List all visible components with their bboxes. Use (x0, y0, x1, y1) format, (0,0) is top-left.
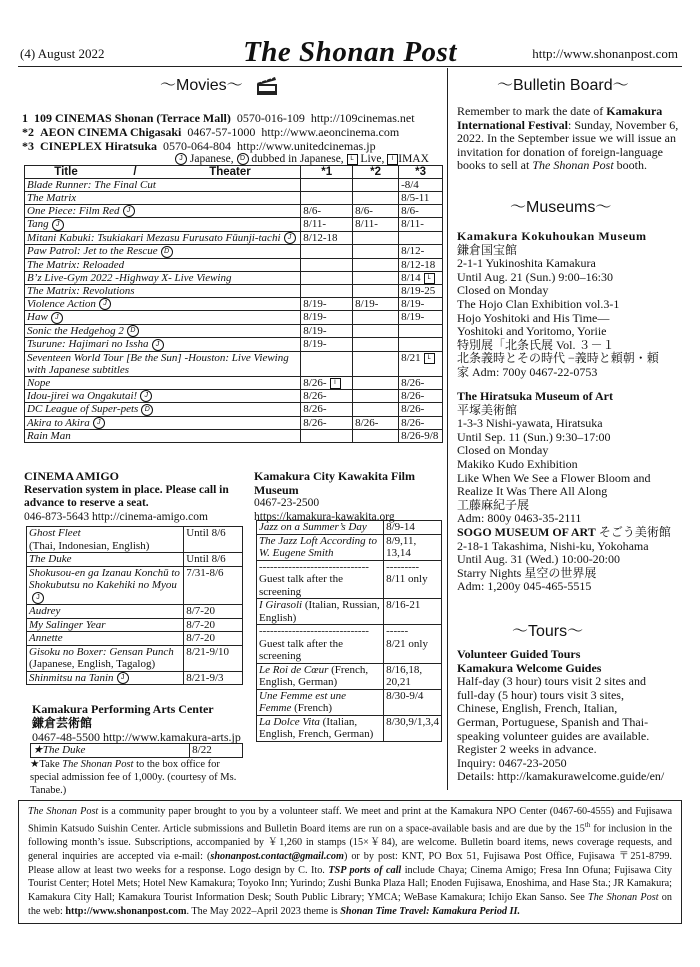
showing-dates (353, 284, 399, 297)
table-row (25, 245, 443, 258)
museum-detail-line: Closed on Monday (457, 283, 549, 298)
table-row (25, 324, 443, 337)
movie-title: Nope (25, 376, 301, 389)
film-dates: 8/21-9/10 (184, 645, 243, 671)
museum-detail-line: Realize It Was There All Along (457, 484, 608, 499)
showing-dates (353, 351, 399, 376)
showing-dates (353, 403, 399, 416)
showing-dates (301, 430, 353, 443)
showing-dates: -8/4 (399, 179, 443, 192)
movies-table (24, 165, 443, 443)
museum-detail-line: The Hojo Clan Exhibition vol.3-1 (457, 296, 620, 311)
film-dates: Until 8/6 (184, 553, 243, 567)
showing-dates (353, 389, 399, 402)
showing-dates (353, 430, 399, 443)
showing-dates: 8/14 L (399, 271, 443, 284)
film-title: Jazz on a Summer’s Day (257, 521, 384, 535)
film-title: La Dolce Vita (Italian, English, French, German) (257, 715, 384, 741)
marks-legend: J Japanese, D dubbed in Japanese, L Live, I IMAX (175, 152, 429, 166)
table-row (27, 618, 243, 632)
showing-dates: 8/11- (399, 218, 443, 231)
film-title: Shinmitsu na Tanin J (27, 671, 184, 685)
table-row (257, 560, 442, 573)
mark-icon: J (32, 592, 44, 604)
showing-dates (353, 245, 399, 258)
film-dates: 8/7-20 (184, 618, 243, 632)
table-row: ★The Duke 8/22 (31, 744, 243, 758)
showing-dates (301, 271, 353, 284)
table-row (25, 205, 443, 218)
showing-dates: 8/26- (399, 403, 443, 416)
showing-dates: 8/6- (399, 205, 443, 218)
movie-title: Akira to Akira J (25, 416, 301, 429)
movie-title: The Matrix: Reloaded (25, 258, 301, 271)
film-dates: 8/9,11, 13,14 (384, 534, 442, 560)
showing-dates: 8/26- (301, 403, 353, 416)
film-title: ------------------------------ (257, 560, 384, 573)
museum-hiratsuka: The Hiratsuka Museum of Art 平塚美術館 1-3-3 Nishi-yawata, Hiratsuka Until Sep. 11 (Sun.) 9:30–17:00 Closed on Monday Makiko Kudo Exhibition Like When We See a Flower Bloom and Realize It Was There All Along 工藤麻紀子展 Adm: 800y 0463-35-2111 (457, 390, 687, 526)
movie-title: Paw Patrol: Jet to the Rescue D (25, 245, 301, 258)
showing-dates: 8/26- (301, 416, 353, 429)
film-dates: 8/9-14 (384, 521, 442, 535)
table-row (27, 605, 243, 619)
showing-dates (301, 192, 353, 205)
museum-detail-line: 1-3-3 Nishi-yawata, Hiratsuka (457, 416, 603, 431)
film-dates: 8/7-20 (184, 632, 243, 646)
film-title: Une Femme est une Femme (French) (257, 689, 384, 715)
table-row (27, 632, 243, 646)
tour-detail-line: Inquiry: 0467-23-2050 (457, 755, 567, 770)
showing-dates: 8/26- (353, 416, 399, 429)
col-theater-1: *1 (301, 166, 353, 179)
museum-detail-line: 家 Adm: 700y 0467-22-0753 (457, 364, 598, 379)
showing-dates: 8/19- (399, 311, 443, 324)
museum-detail-line: 特別展「北条氏展 Vol. ３－１ (457, 337, 615, 352)
film-dates: 8/11 only (384, 573, 442, 599)
movie-title: Rain Man (25, 430, 301, 443)
film-title: Audrey (27, 605, 184, 619)
table-row (257, 534, 442, 560)
film-title: Le Roi de Cœur (French, English, German) (257, 663, 384, 689)
mark-icon: J (117, 672, 129, 684)
mark-icon: J (152, 339, 164, 351)
museum-detail-line: 北条義時とその時代 −義時と頼朝・頼 (457, 351, 659, 366)
tour-detail-line: Chinese, English, French, Italian, (457, 701, 618, 716)
table-row (25, 297, 443, 310)
tour-detail-line: German, Portuguese, Spanish and Thai- (457, 714, 649, 729)
showing-dates: 8/12-18 (399, 258, 443, 271)
tours-heading: 〜Tours〜 (512, 623, 584, 640)
showing-dates: 8/26- (399, 389, 443, 402)
museums-heading: 〜Museums〜 (510, 199, 612, 216)
showing-dates: 8/6- (301, 205, 353, 218)
showing-dates (301, 284, 353, 297)
museum-detail-line: Like When We See a Flower Bloom and (457, 470, 651, 485)
film-dates: ------ (384, 625, 442, 638)
cinema-3: *3 CINEPLEX Hiratsuka 0570-064-804 http://www.unitedcinemas.jp (22, 139, 376, 153)
bulletin-text: Remember to mark the date of Kamakura International Festival: Sunday, November 6, 2022. In the September issue we will issue an invitation for donation of foreign-language books to sell at The Shonan Post booth. (457, 104, 679, 173)
mark-icon: J (123, 205, 135, 217)
showing-dates: 8/26- (399, 416, 443, 429)
showing-dates: 8/19- (301, 297, 353, 310)
showing-dates: 8/6- (353, 205, 399, 218)
table-row (25, 416, 443, 429)
museum-detail-line: Closed on Monday (457, 443, 549, 458)
showing-dates: 8/26-9/8 (399, 430, 443, 443)
museum-detail-line: Makiko Kudo Exhibition (457, 456, 578, 471)
tour-detail-line: Details: http://kamakurawelcome.guide/en/ (457, 769, 665, 784)
film-title: The Duke (27, 553, 184, 567)
table-row (27, 671, 243, 685)
showing-dates (353, 324, 399, 337)
showing-dates (353, 338, 399, 351)
table-row (25, 403, 443, 416)
movies-table-header (25, 166, 443, 179)
museum-detail-line: Until Sep. 11 (Sun.) 9:30–17:00 (457, 429, 611, 444)
mark-icon: L (424, 273, 435, 284)
showing-dates: 8/19- (301, 338, 353, 351)
film-title: Guest talk after the screening (257, 573, 384, 599)
kpac-info: Kamakura Performing Arts Center 鎌倉芸術館 0467-48-5500 http://www.kamakura-arts.jp (32, 702, 241, 744)
kawakita-table (256, 520, 442, 742)
film-dates: 8/30-9/4 (384, 689, 442, 715)
kpac-discount-note: ★Take The Shonan Post to the box office for special admission fee of 1,000y. (courtesy of Ms. Tanabe.) (30, 759, 237, 796)
newspaper-title: The Shonan Post (243, 36, 457, 68)
movie-title: The Matrix (25, 192, 301, 205)
film-dates: Until 8/6 (184, 527, 243, 553)
kawakita-info: Kamakura City Kawakita Film Museum 0467-23-2500 https://kamakura-kawakita.org (254, 469, 415, 523)
table-row (257, 521, 442, 535)
mark-icon: D (127, 325, 139, 337)
table-row (257, 663, 442, 689)
showing-dates (399, 338, 443, 351)
mark-icon: D (141, 404, 153, 416)
showing-dates: 8/12-18 (301, 231, 353, 244)
column-divider (447, 68, 448, 790)
table-row (25, 231, 443, 244)
showing-dates: 8/19- (301, 324, 353, 337)
movie-title: Sonic the Hedgehog 2 D (25, 324, 301, 337)
col-theater-3: *3 (399, 166, 443, 179)
film-dates: 8/21-9/3 (184, 671, 243, 685)
cinema-2: *2 AEON CINEMA Chigasaki 0467-57-1000 http://www.aeoncinema.com (22, 125, 400, 139)
movie-title: One Piece: Film Red J (25, 205, 301, 218)
table-row (25, 258, 443, 271)
showing-dates: 8/26- (301, 389, 353, 402)
showing-dates: 8/11- (353, 218, 399, 231)
table-row (25, 389, 443, 402)
header-rule (18, 66, 682, 67)
movie-title: Violence Action J (25, 297, 301, 310)
mark-icon: J (93, 417, 105, 429)
tour-detail-line: Register 2 weeks in advance. (457, 742, 597, 757)
table-row (25, 351, 443, 376)
bulletin-heading: 〜Bulletin Board〜 (497, 77, 629, 94)
film-title: Shokusou-en ga Izanau Konchū to Shokubutsu no Kakehiki no MyouJ (27, 566, 184, 605)
footer-box: The Shonan Post is a community paper brought to you by a volunteer staff. We meet and print at the Kamakura NPO Center (0467-60-4555) and Fujisawa Shimin Katsudo Suishin Center. Article submissions and Bulletin Board items are run on a space-available basis and are due by the 15th for inclusion in the following month’s issue. Subscriptions, accompanied by ￥1,260 in stamps (15×￥84), are welcome. Bulletin board items, news coverage requests, and general inquiries are accepted via e-mail: (shonanpost.contact@gmail.com) or by post: KNT, PO Box 51, Fujisawa Post Office, Fujisawa 〒251-8799. Please allow at least two weeks for a response. Logo design by C. Ito. TSP ports of call include Chaya; Cinema Amigo; Fresa Inn Ofuna; Fujisawa City Tourist Center; Hotel Mets; Hotel New Kamakura; Toyoko Inn; Yurindo; Zushi Bunka Plaza Hall; Enoden Fujisawa, Enoshima, and Hase Sta.; JR Kamakura; Kamakura City Hall; Kamakura Tourist Information Desk; South Public Library; YMCA; WeBase Kamakura; Ichijo Ekan Sanso. See The Shonan Post on the web: http://www.shonanpost.com. The May 2022–April 2023 theme is Shonan Time Travel: Kamakura Period II. (18, 800, 682, 924)
film-dates: 8/16-21 (384, 599, 442, 625)
showing-dates: 8/26- (399, 376, 443, 389)
museum-detail-line: Adm: 800y 0463-35-2111 (457, 511, 582, 526)
table-row (257, 573, 442, 599)
museum-detail-line: Until Aug. 21 (Sun.) 9:00–16:30 (457, 269, 614, 284)
mark-icon: D (161, 246, 173, 258)
museum-detail-line: 2-1-1 Yukinoshita Kamakura (457, 256, 596, 271)
movies-heading: 〜Movies〜 (160, 76, 279, 96)
showing-dates: 8/21 L (399, 351, 443, 376)
film-title: The Jazz Loft According to W. Eugene Smith (257, 534, 384, 560)
film-dates: --------- (384, 560, 442, 573)
showing-dates: 8/19- (353, 297, 399, 310)
contact-email[interactable]: shonanpost.contact@gmail.com (210, 850, 344, 862)
mark-icon: J (284, 232, 296, 244)
header-url[interactable]: http://www.shonanpost.com (532, 46, 678, 61)
film-title: I Girasoli (Italian, Russian, English) (257, 599, 384, 625)
showing-dates: 8/19-25 (399, 284, 443, 297)
showing-dates: 8/5-11 (399, 192, 443, 205)
showing-dates: 8/19- (399, 297, 443, 310)
movie-title: Seventeen World Tour [Be the Sun] -Houston: Live Viewing with Japanese subtitles (25, 351, 301, 376)
table-row (257, 638, 442, 664)
issue-date: (4) August 2022 (20, 46, 105, 61)
table-row (25, 192, 443, 205)
film-title: Gisoku no Boxer: Gensan Punch (Japanese, English, Tagalog) (27, 645, 184, 671)
table-row (27, 553, 243, 567)
movie-title: Idou-jirei wa Ongakutai! J (25, 389, 301, 402)
showing-dates (301, 258, 353, 271)
showing-dates (301, 351, 353, 376)
museum-detail-line: 2-18-1 Takashima, Nishi-ku, Yokohama (457, 538, 649, 553)
mark-icon: I (330, 378, 341, 389)
showing-dates (301, 245, 353, 258)
film-title: My Salinger Year (27, 618, 184, 632)
mark-icon: L (424, 353, 435, 364)
table-row (27, 527, 243, 553)
col-title-theater: Title / Theater (25, 166, 301, 179)
table-row (25, 218, 443, 231)
film-title: Annette (27, 632, 184, 646)
table-row (257, 599, 442, 625)
museum-detail-line: Yoshitoki and Yoritomo, Yoriie (457, 324, 607, 339)
showing-dates (399, 324, 443, 337)
movie-title: Blade Runner: The Final Cut (25, 179, 301, 192)
mark-icon: J (51, 312, 63, 324)
tour-detail-line: full-day (5 hour) tours visit 3 sites, (457, 687, 624, 702)
table-row (25, 376, 443, 389)
movie-title: Tang J (25, 218, 301, 231)
footer-url[interactable]: http://www.shonanpost.com (65, 905, 187, 917)
film-title: Guest talk after the screening (257, 638, 384, 664)
film-dates: 8/7-20 (184, 605, 243, 619)
cinema-1: 1 109 CINEMAS Shonan (Terrace Mall) 0570-016-109 http://109cinemas.net (22, 111, 415, 125)
table-row (25, 179, 443, 192)
film-dates: 8/21 only (384, 638, 442, 664)
film-title: ------------------------------ (257, 625, 384, 638)
kpac-table (30, 743, 243, 758)
tour-detail-line: speaking volunteer guides are available. (457, 728, 650, 743)
museum-kokuhoukan: Kamakura Kokuhoukan Museum 鎌倉国宝館 2-1-1 Yukinoshita Kamakura Until Aug. 21 (Sun.) 9:00–16:30 Closed on Monday The Hojo Clan Exhibition vol.3-1 Hojo Yoshitoki and His Time— Yoshitoki and Yoritomo, Yoriie 特別展「北条氏展 Vol. ３－１ 北条義時とその時代 −義時と頼朝・頼 家 Adm: 700y 0467-22-0753 (457, 230, 687, 380)
museum-detail-line: Starry Nights 星空の世界展 (457, 565, 597, 580)
movie-title: Haw J (25, 311, 301, 324)
showing-dates (353, 258, 399, 271)
showing-dates (353, 271, 399, 284)
table-row (27, 566, 243, 605)
movie-title: The Matrix: Revolutions (25, 284, 301, 297)
table-row (25, 271, 443, 284)
showing-dates (353, 376, 399, 389)
showing-dates (353, 192, 399, 205)
showing-dates (353, 231, 399, 244)
table-row (27, 645, 243, 671)
cinema-amigo-info: CINEMA AMIGO Reservation system in place. Please call in advance to reserve a seat. 046-873-5643 http://cinema-amigo.com (24, 469, 229, 523)
film-dates: 8/30,9/1,3,4 (384, 715, 442, 741)
museum-detail-line: Until Aug. 31 (Wed.) 10:00-20:00 (457, 552, 621, 567)
showing-dates: 8/26- I (301, 376, 353, 389)
movie-clapper-icon (255, 76, 279, 96)
film-title: Ghost Fleet (Thai, Indonesian, English) (27, 527, 184, 553)
movie-title: Tsurune: Hajimari no Issha J (25, 338, 301, 351)
museum-detail-line: Adm: 1,200y 045-465-5515 (457, 579, 592, 594)
tours-info: Volunteer Guided Tours Kamakura Welcome Guides Half-day (3 hour) tours visit 2 sites and full-day (5 hour) tours visit 3 sites, Chinese, English, French, Italian, German, Portuguese, Spanish and Thai- speaking volunteer guides are available. Register 2 weeks in advance. Inquiry: 0467-23-2050 Details: http://kamakurawelcome.guide/en/ (457, 648, 687, 784)
table-row (257, 689, 442, 715)
movie-title: DC League of Super-pets D (25, 403, 301, 416)
table-row (25, 430, 443, 443)
museum-sogo: SOGO MUSEUM OF ART そごう美術館 2-18-1 Takashima, Nishi-ku, Yokohama Until Aug. 31 (Wed.) 10:00-20:00 Starry Nights 星空の世界展 Adm: 1,200y 045-465-5515 (457, 526, 687, 594)
mark-icon: J (140, 390, 152, 402)
film-dates: 7/31-8/6 (184, 566, 243, 605)
mark-icon: J (52, 219, 64, 231)
film-dates: 8/16,18, 20,21 (384, 663, 442, 689)
table-row (257, 715, 442, 741)
movie-title: B’z Live-Gym 2022 -Highway X- Live Viewing (25, 271, 301, 284)
table-row (25, 311, 443, 324)
showing-dates (301, 179, 353, 192)
amigo-table (26, 526, 243, 685)
showing-dates: 8/19- (301, 311, 353, 324)
movie-title: Mitani Kabuki: Tsukiakari Mezasu Furusato Fūunji-tachi J (25, 231, 301, 244)
museum-detail-line: Hojo Yoshitoki and His Time— (457, 310, 610, 325)
table-row (257, 625, 442, 638)
table-row (25, 338, 443, 351)
table-row (25, 284, 443, 297)
tour-detail-line: Half-day (3 hour) tours visit 2 sites and (457, 674, 646, 689)
showing-dates: 8/11- (301, 218, 353, 231)
showing-dates (353, 179, 399, 192)
showing-dates: 8/12- (399, 245, 443, 258)
mark-icon: J (99, 298, 111, 310)
showing-dates (353, 311, 399, 324)
museum-detail-line: 工藤麻紀子展 (457, 497, 530, 512)
showing-dates (399, 231, 443, 244)
col-theater-2: *2 (353, 166, 399, 179)
